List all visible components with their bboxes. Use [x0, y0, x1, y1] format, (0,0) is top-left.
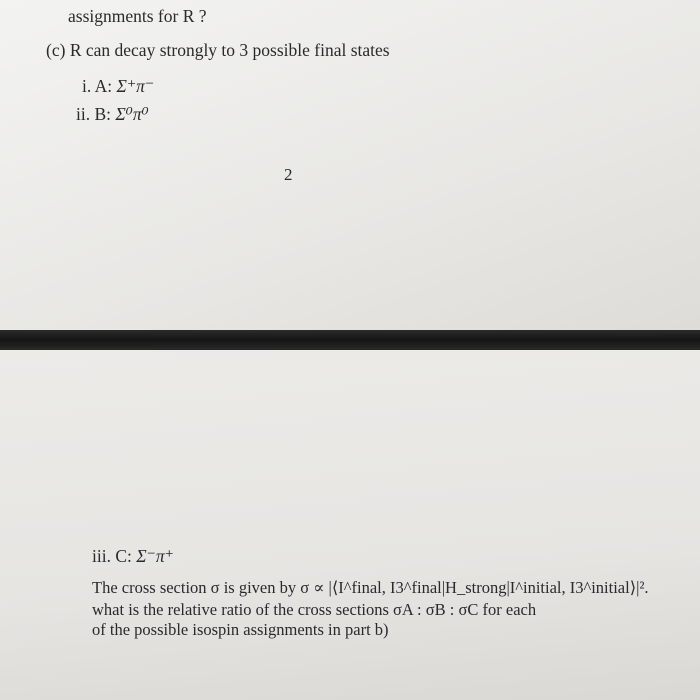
item-iii-state: Σ⁻π⁺ — [136, 546, 174, 566]
question-line-1: what is the relative ratio of the cross sections σA : σB : σC for each — [92, 600, 537, 619]
page-gap — [0, 330, 700, 350]
bottom-page — [0, 350, 700, 700]
cross-section-formula: The cross section σ is given by σ ∝ |⟨I^final, I3^final|H_strong|I^initial, I3^initial⟩|². — [92, 578, 649, 597]
item-i-state: Σ⁺π⁻ — [116, 76, 155, 96]
item-ii-label: B: — [94, 104, 112, 124]
item-ii — [76, 104, 149, 124]
part-c-line — [46, 40, 390, 60]
part-c-text: R can decay strongly to 3 possible final states — [69, 40, 390, 60]
item-ii-state: Σ⁰π⁰ — [115, 104, 149, 124]
item-i-label: A: — [94, 76, 113, 96]
item-i-roman: i. — [82, 76, 92, 96]
item-iii — [92, 546, 174, 566]
assignments-line: assignments for R ? — [68, 6, 207, 26]
part-c-label: (c) — [46, 40, 66, 60]
item-i — [82, 76, 154, 96]
page-number: 2 — [284, 165, 293, 184]
item-iii-label: C: — [115, 546, 132, 566]
item-iii-roman: iii. — [92, 546, 111, 566]
top-page — [0, 0, 700, 330]
item-ii-roman: ii. — [76, 104, 91, 124]
question-line-2: of the possible isospin assignments in part b) — [92, 620, 389, 639]
